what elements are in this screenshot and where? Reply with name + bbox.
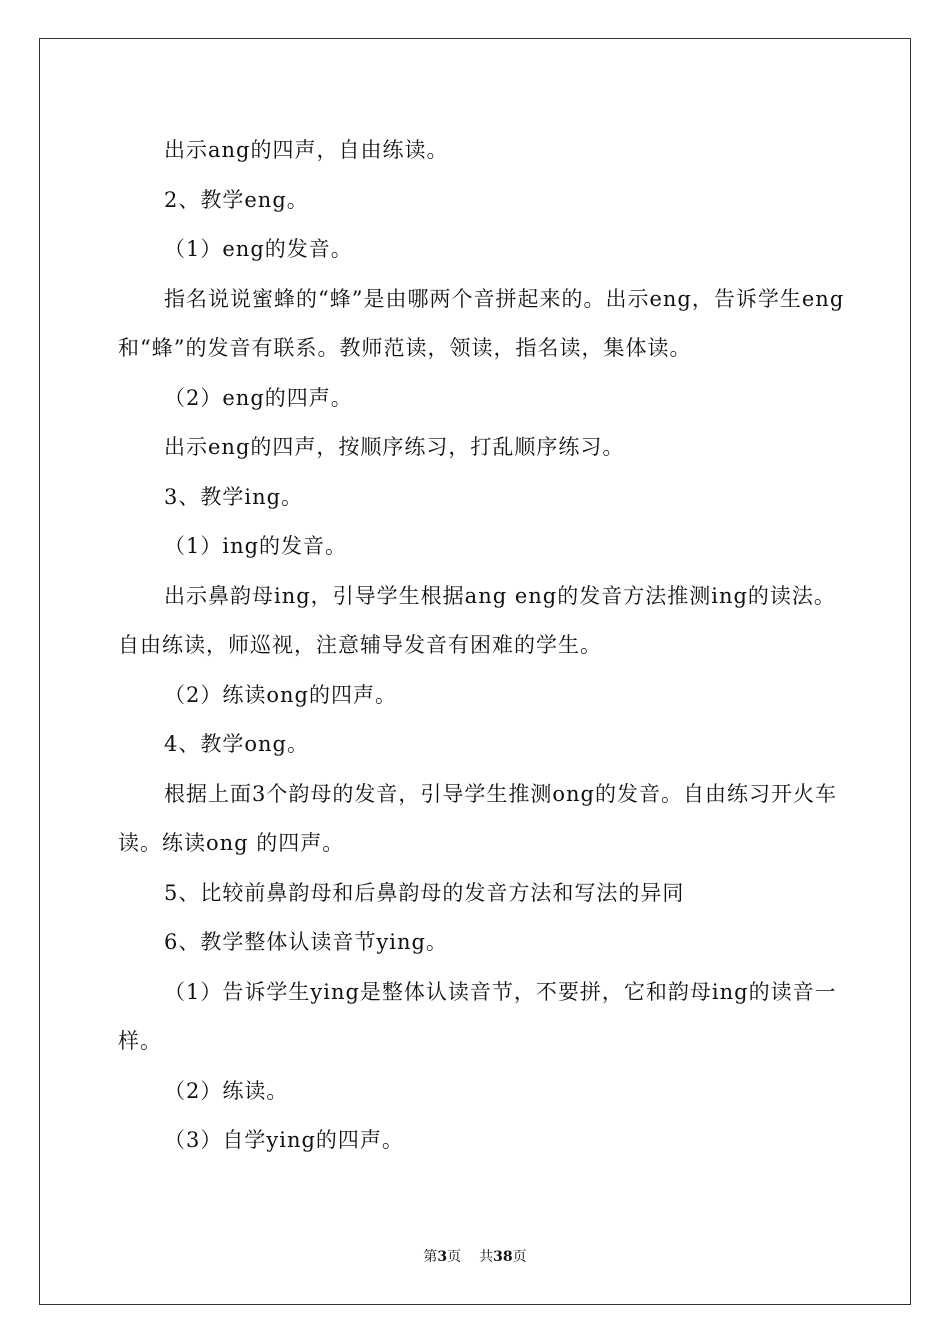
paragraph: 出示鼻韵母ing，引导学生根据ang eng的发音方法推测ing的读法。自由练读，师巡视，注意辅导发音有困难的学生。 (118, 583, 836, 657)
paragraph: 出示ang的四声，自由练读。 (164, 138, 449, 162)
subsection-heading: （2）eng的四声。 (164, 385, 353, 410)
footer-total-number: 38 (493, 1249, 513, 1265)
footer-total-suffix: 页 (512, 1249, 527, 1265)
subsection-heading: （2）练读。 (164, 1078, 289, 1103)
paragraph: （1）告诉学生ying是整体认读音节，不要拼，它和韵母ing的读音一样。 (118, 979, 837, 1053)
subsection-heading: （1）eng的发音。 (164, 237, 353, 261)
section-heading: 3、教学ing。 (164, 484, 304, 509)
subsection-heading: （1）ing的发音。 (164, 534, 348, 558)
document-body (118, 126, 848, 1166)
page-footer (0, 1246, 950, 1266)
section-heading: 6、教学整体认读音节ying。 (164, 930, 448, 954)
paragraph: 指名说说蜜蜂的“蜂”是由哪两个音拼起来的。出示eng，告诉学生eng和“蜂”的发音有联系。教师范读，领读，指名读，集体读。 (118, 286, 845, 360)
paragraph: 根据上面3个韵母的发音，引导学生推测ong的发音。自由练习开火车读。练读ong 的四声。 (118, 781, 837, 855)
footer-total-prefix: 共 (479, 1249, 494, 1265)
section-heading: 5、比较前鼻韵母和后鼻韵母的发音方法和写法的异同 (164, 880, 685, 905)
section-heading: 4、教学ong。 (164, 732, 309, 756)
footer-page-number: 3 (437, 1249, 448, 1265)
footer-page-prefix: 第 (423, 1249, 438, 1265)
subsection-heading: （3）自学ying的四声。 (164, 1128, 404, 1152)
footer-page-suffix: 页 (447, 1249, 462, 1265)
paragraph: 出示eng的四声，按顺序练习，打乱顺序练习。 (164, 435, 625, 459)
section-heading: 2、教学eng。 (164, 187, 309, 212)
subsection-heading: （2）练读ong的四声。 (164, 682, 397, 707)
